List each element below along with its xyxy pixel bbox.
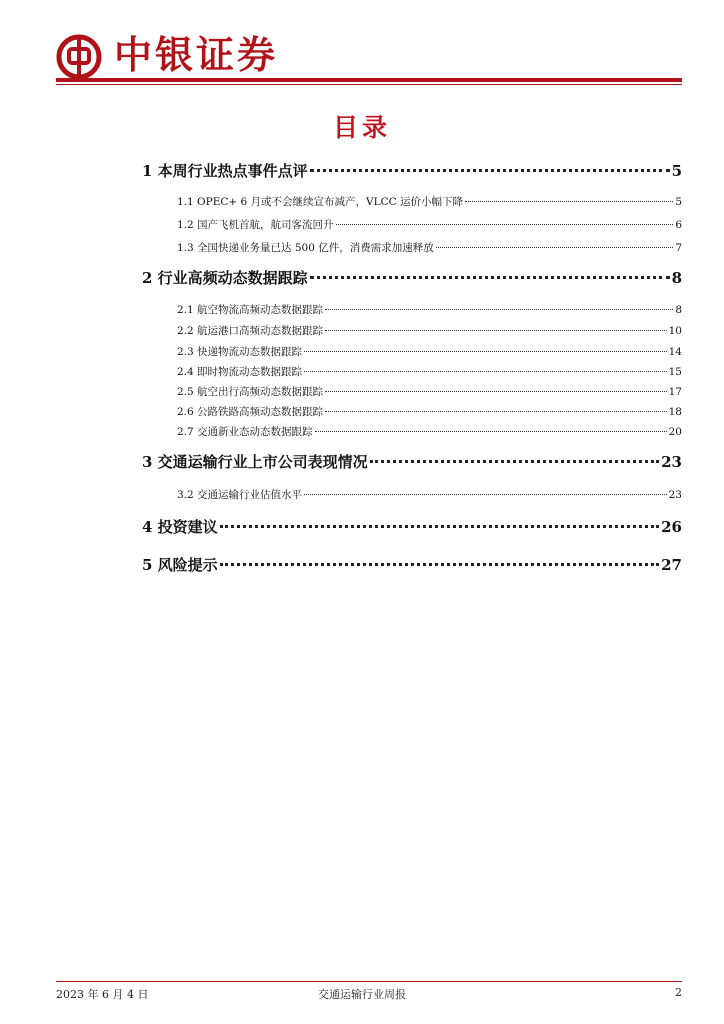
toc-entry-label: 2.1 航空物流高频动态数据跟踪: [177, 304, 324, 316]
toc-section-entry[interactable]: [142, 451, 682, 472]
toc-entry-label: 2.5 航空出行高频动态数据跟踪: [177, 386, 324, 398]
header-divider-thin: [56, 84, 682, 85]
toc-entry-page: 8: [675, 304, 682, 316]
toc-entry-page: 23: [668, 489, 682, 501]
toc-entry-page: 23: [661, 453, 682, 471]
toc-subsection-entry[interactable]: [177, 217, 682, 232]
toc-leader-dots: [220, 525, 659, 528]
toc-entry-label: 1 本周行业热点事件点评: [142, 162, 308, 180]
toc-entry-page: 5: [671, 162, 682, 180]
toc-leader-dots: [325, 309, 673, 310]
toc-entry-page: 6: [675, 219, 682, 231]
toc-entry-label: 3.2 交通运输行业估值水平: [177, 489, 303, 501]
toc-leader-dots: [220, 563, 659, 566]
toc-leader-dots: [336, 224, 674, 225]
toc-entry-page: 18: [668, 406, 682, 418]
toc-leader-dots: [325, 330, 667, 331]
toc-section-entry[interactable]: [142, 516, 682, 537]
toc-leader-dots: [304, 351, 667, 352]
report-name: 交通运输行业周报: [318, 988, 406, 1001]
toc-leader-dots: [465, 201, 673, 202]
report-date: 2023 年 6 月 4 日: [56, 988, 149, 1001]
toc-entry-label: 2 行业高频动态数据跟踪: [142, 269, 308, 287]
toc-subsection-entry[interactable]: [177, 323, 682, 338]
toc-leader-dots: [325, 411, 667, 412]
toc-entry-label: 2.2 航运港口高频动态数据跟踪: [177, 325, 324, 337]
toc-section-entry[interactable]: [142, 160, 682, 181]
toc-entry-label: 1.3 全国快递业务量已达 500 亿件，消费需求加速释放: [177, 242, 434, 254]
header-divider: [56, 78, 682, 82]
toc-subsection-entry[interactable]: [177, 404, 682, 419]
toc-entry-label: 1.2 国产飞机首航，航司客流回升: [177, 219, 334, 231]
toc-entry-page: 20: [668, 426, 682, 438]
toc-leader-dots: [436, 247, 674, 248]
toc-title: 目录: [332, 113, 391, 142]
page-number: 2: [675, 986, 682, 999]
toc-subsection-entry[interactable]: [177, 487, 682, 502]
toc-subsection-entry[interactable]: [177, 384, 682, 399]
toc-leader-dots: [304, 494, 667, 495]
toc-subsection-entry[interactable]: [177, 240, 682, 255]
toc-subsection-entry[interactable]: [177, 424, 682, 439]
footer-divider: [56, 981, 682, 982]
toc-leader-dots: [370, 460, 659, 463]
toc-subsection-entry[interactable]: [177, 344, 682, 359]
toc-leader-dots: [315, 431, 667, 432]
toc-section-entry[interactable]: [142, 554, 682, 575]
toc-entry-label: 5 风险提示: [142, 556, 218, 574]
toc-entry-page: 5: [675, 196, 682, 208]
toc-entry-label: 2.7 交通新业态动态数据跟踪: [177, 426, 313, 438]
toc-leader-dots: [310, 276, 670, 279]
toc-subsection-entry[interactable]: [177, 364, 682, 379]
brand-name: 中银证券: [114, 33, 279, 77]
toc-entry-label: 1.1 OPEC+ 6 月或不会继续宣布减产，VLCC 运价小幅下降: [177, 196, 464, 208]
toc-entry-label: 2.4 即时物流动态数据跟踪: [177, 366, 303, 378]
toc-entry-label: 2.6 公路铁路高频动态数据跟踪: [177, 406, 324, 418]
page-header: [56, 28, 682, 78]
bank-of-china-logo-icon: [56, 34, 102, 80]
toc-subsection-entry[interactable]: [177, 302, 682, 317]
toc-entry-page: 27: [661, 556, 682, 574]
toc-entry-label: 3 交通运输行业上市公司表现情况: [142, 453, 368, 471]
toc-section-entry[interactable]: [142, 267, 682, 288]
toc-leader-dots: [325, 391, 667, 392]
toc-leader-dots: [304, 371, 667, 372]
toc-leader-dots: [310, 169, 670, 172]
toc-entry-page: 7: [675, 242, 682, 254]
toc-entry-label: 4 投资建议: [142, 518, 218, 536]
toc-entry-page: 14: [668, 346, 682, 358]
toc-entry-page: 15: [668, 366, 682, 378]
toc-subsection-entry[interactable]: [177, 194, 682, 209]
toc-entry-page: 26: [661, 518, 682, 536]
toc-entry-page: 8: [671, 269, 682, 287]
toc-entry-label: 2.3 快递物流动态数据跟踪: [177, 346, 303, 358]
toc-entry-page: 10: [668, 325, 682, 337]
toc-entry-page: 17: [668, 386, 682, 398]
